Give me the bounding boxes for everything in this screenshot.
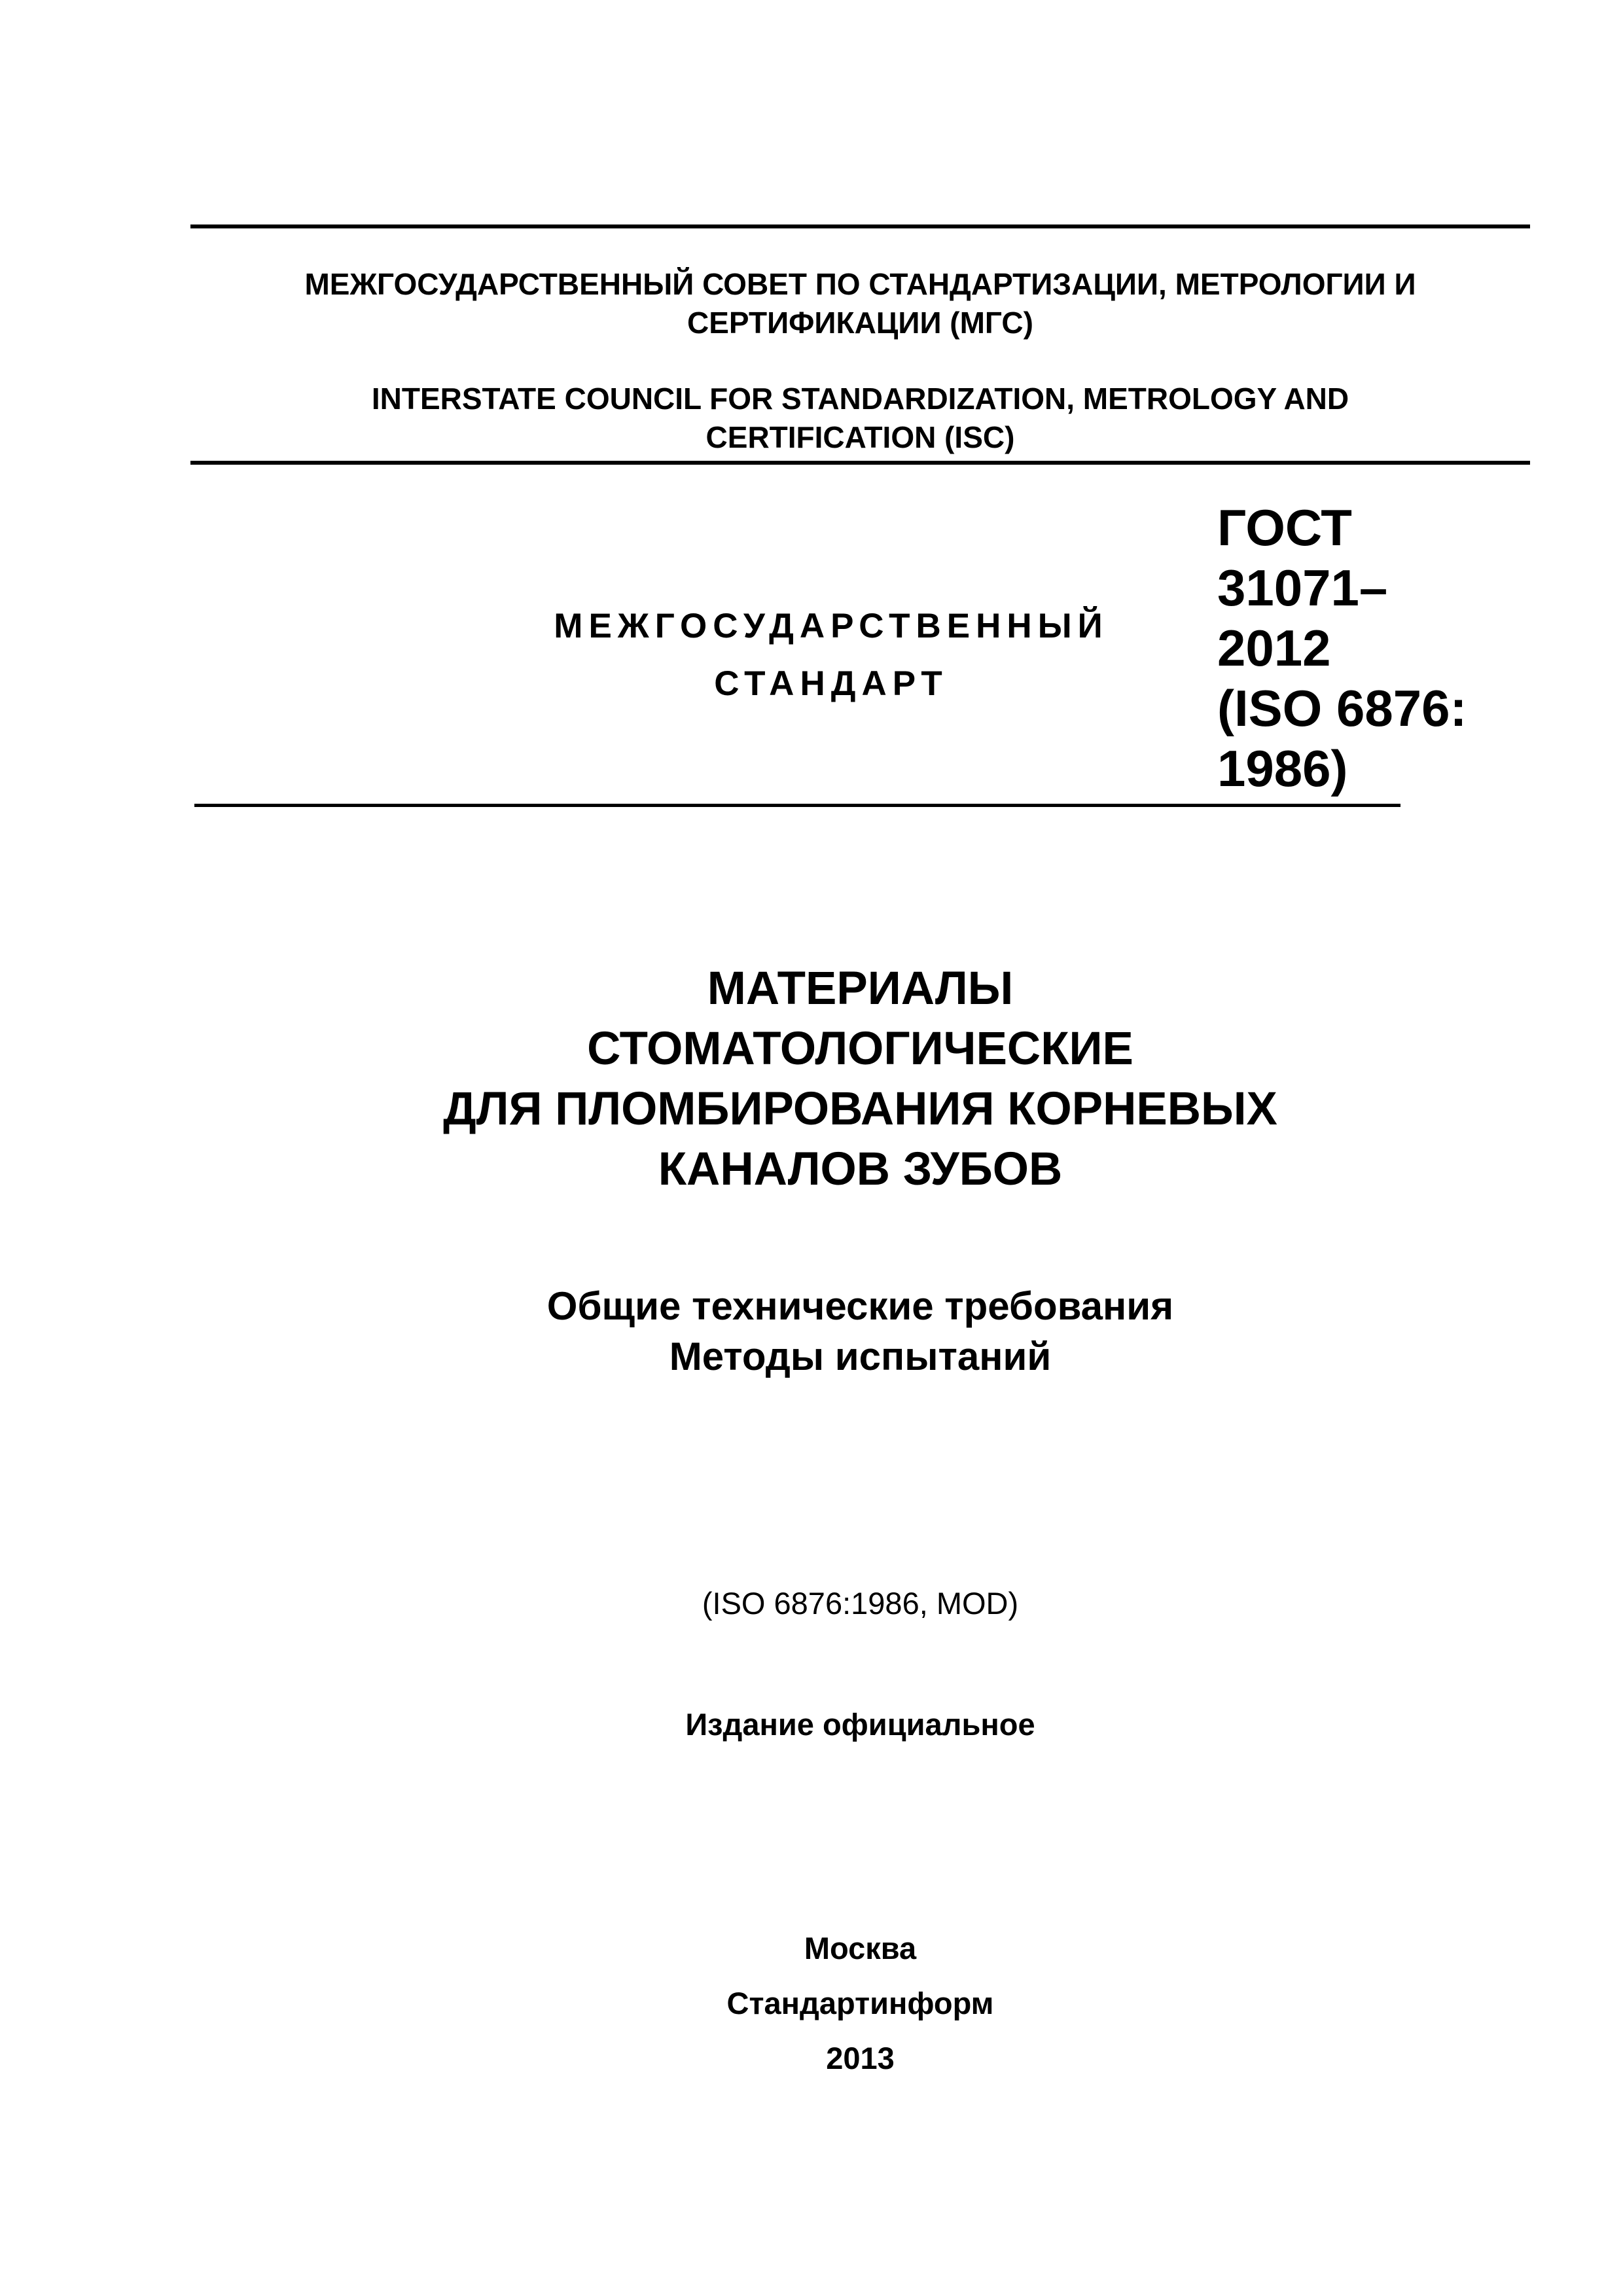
council-name-english-line: INTERSTATE COUNCIL FOR STANDARDIZATION, METROLOGY AND — [371, 382, 1349, 416]
council-name-english — [190, 380, 1530, 457]
standard-designation-line: (ISO 6876: — [1217, 679, 1467, 737]
iso-reference: (ISO 6876:1986, MOD) — [702, 1586, 1019, 1621]
council-name-russian-line: СЕРТИФИКАЦИИ (МГС) — [687, 306, 1033, 340]
document-title-line: СТОМАТОЛОГИЧЕСКИЕ — [587, 1023, 1133, 1075]
edition-label: Издание официальное — [685, 1707, 1035, 1742]
document-title-line: ДЛЯ ПЛОМБИРОВАНИЯ КОРНЕВЫХ — [443, 1083, 1277, 1135]
imprint-city: Москва — [804, 1931, 917, 1965]
document-subtitle — [190, 1281, 1530, 1382]
imprint-year: 2013 — [826, 2041, 895, 2075]
council-name-english-line: CERTIFICATION (ISC) — [705, 420, 1015, 454]
council-name-russian — [190, 265, 1530, 342]
standard-kind-line: МЕЖГОСУДАРСТВЕННЫЙ — [554, 607, 1109, 645]
designation-divider — [194, 804, 1400, 807]
standard-designation-line: 1986) — [1217, 740, 1348, 797]
top-rule — [190, 224, 1530, 228]
document-title-line: КАНАЛОВ ЗУБОВ — [658, 1143, 1063, 1195]
standard-designation-line: ГОСТ — [1217, 499, 1352, 556]
standard-kind-line: СТАНДАРТ — [714, 664, 948, 703]
council-name-russian-line: МЕЖГОСУДАРСТВЕННЫЙ СОВЕТ ПО СТАНДАРТИЗАЦИИ, МЕТРОЛОГИИ И — [304, 267, 1416, 301]
document-subtitle-line: Методы испытаний — [669, 1335, 1052, 1378]
standard-designation-line: 31071– — [1217, 559, 1388, 617]
document-title-line: МАТЕРИАЛЫ — [707, 963, 1014, 1014]
imprint-publisher: Стандартинформ — [726, 1986, 994, 2020]
document-title — [190, 959, 1530, 1200]
publication-imprint — [190, 1921, 1530, 2086]
standard-designation — [1217, 497, 1518, 798]
document-subtitle-line: Общие технические требования — [546, 1284, 1174, 1328]
standard-kind — [419, 598, 1243, 713]
header-divider — [190, 461, 1530, 465]
standard-designation-line: 2012 — [1217, 619, 1331, 677]
